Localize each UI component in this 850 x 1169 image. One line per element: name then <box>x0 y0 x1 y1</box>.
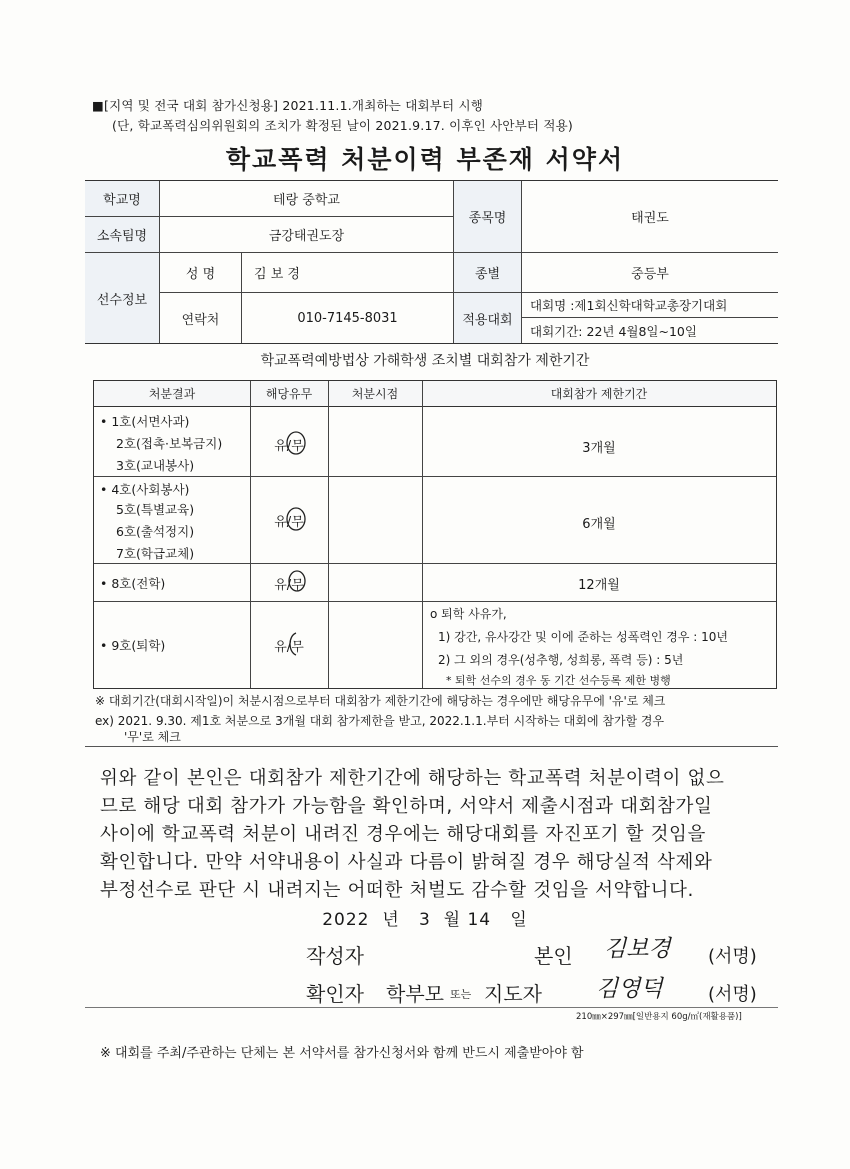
applicable-mark-1: 유/무 <box>250 435 328 454</box>
team-label: 소속팀명 <box>85 217 160 253</box>
note-1: ※ 대회기간(대회시작일)이 처분시점으로부터 대회참가 제한기간에 해당하는 경우에만 해당유무에 '유'로 체크 <box>95 694 666 708</box>
list-item: 6호(출석정지) <box>116 524 195 539</box>
divider <box>85 746 778 747</box>
header-period: 대회참가 제한기간 <box>422 381 776 407</box>
list-item: 5호(특별교육) <box>116 502 195 517</box>
circle-mark-icon <box>250 505 328 535</box>
footer-note: ※ 대회를 주최/주관하는 단체는 본 서약서를 참가신청서와 함께 반드시 제출받아야 함 <box>100 1046 584 1061</box>
school-value: 테랑 중학교 <box>160 181 454 217</box>
expulsion-line-3: 2) 그 외의 경우(성추행, 성희롱, 폭력 등) : 5년 <box>438 653 684 667</box>
writer-label: 작성자 <box>306 944 364 968</box>
header-timing: 처분시점 <box>328 381 422 407</box>
category-value: 중등부 <box>522 253 778 293</box>
pledge-line-5: 부정선수로 판단 시 내려지는 어떠한 처벌도 감수할 것임을 서약합니다. <box>100 880 694 901</box>
list-item: 7호(학급교체) <box>116 546 195 561</box>
confirmer-label: 확인자 <box>306 982 364 1006</box>
circle-mark-icon <box>250 630 328 660</box>
note-2: ex) 2021. 9.30. 제1호 처분으로 3개월 대회 참가제한을 받고, 2022.1.1.부터 시작하는 대회에 참가할 경우 <box>95 714 665 728</box>
list-item: 2호(접촉·보복금지) <box>116 436 223 451</box>
parent-label: 학부모 <box>386 982 444 1006</box>
category-label: 종별 <box>454 253 522 293</box>
or-label: 또는 <box>450 988 472 1001</box>
list-item: • 9호(퇴학) <box>100 638 166 653</box>
divider <box>85 1007 778 1008</box>
expulsion-line-4: * 퇴학 선수의 경우 동 기간 선수등록 제한 병행 <box>446 674 671 687</box>
document-title: 학교폭력 처분이력 부존재 서약서 <box>225 145 625 174</box>
pledge-line-4: 확인합니다. 만약 서약내용이 사실과 다름이 밝혀질 경우 해당실적 삭제와 <box>100 852 713 873</box>
list-item: • 4호(사회봉사) <box>100 482 190 497</box>
school-label: 학교명 <box>85 181 160 217</box>
contact-value: 010-7145-8031 <box>242 293 454 343</box>
circle-mark-icon <box>250 568 328 598</box>
competition-period: 대회기간: 22년 4월8일~10일 <box>530 323 697 339</box>
penalty-table <box>93 380 777 689</box>
self-label: 본인 <box>534 944 573 968</box>
expulsion-line-2: 1) 강간, 유사강간 및 이에 준하는 성폭력인 경우 : 10년 <box>438 630 729 644</box>
name-label: 성 명 <box>160 253 242 293</box>
info-table <box>85 180 778 344</box>
paper-spec: 210㎜×297㎜[일반용지 60g/㎡(재활용품)] <box>576 1012 742 1022</box>
circle-mark-icon <box>250 429 328 459</box>
pledge-line-3: 사이에 학교폭력 처분이 내려진 경우에는 해당대회를 자진포기 할 것임을 <box>100 824 706 845</box>
expulsion-line-1: o 퇴학 사유가, <box>430 607 507 621</box>
athlete-label: 선수정보 <box>85 253 160 343</box>
competition-label: 적용대회 <box>454 293 522 343</box>
notice-line-2: (단, 학교폭력심의위원회의 조치가 확정된 날이 2021.9.17. 이후인 사안부터 적용) <box>112 118 574 133</box>
contact-label: 연락처 <box>160 293 242 343</box>
self-signature: 김보경 <box>604 936 671 962</box>
event-value: 태권도 <box>522 181 778 253</box>
header-applicable: 해당유무 <box>250 381 328 407</box>
list-item: • 8호(전학) <box>100 576 166 591</box>
name-value: 김 보 경 <box>242 253 454 293</box>
list-item: 3호(교내봉사) <box>116 458 195 473</box>
list-item: • 1호(서면사과) <box>100 414 190 429</box>
applicable-mark-4: 유/무 <box>250 636 328 655</box>
coach-label: 지도자 <box>484 982 542 1006</box>
pledge-line-1: 위와 같이 본인은 대회참가 제한기간에 해당하는 학교폭력 처분이력이 없으 <box>100 768 725 789</box>
coach-seal: (서명) <box>708 984 757 1005</box>
period-value-2: 6개월 <box>582 517 616 532</box>
pledge-line-2: 므로 해당 대회 참가가 가능함을 확인하며, 서약서 제출시점과 대회참가일 <box>100 796 713 817</box>
header-result: 처분결과 <box>94 381 250 407</box>
self-seal: (서명) <box>708 946 757 967</box>
team-value: 금강태권도장 <box>160 217 454 253</box>
note-3: '무'로 체크 <box>124 730 181 744</box>
applicable-mark-3: 유/무 <box>250 574 328 593</box>
penalty-subtitle: 학교폭력예방법상 가해학생 조치별 대회참가 제한기간 <box>260 353 590 369</box>
event-label: 종목명 <box>454 181 522 253</box>
period-value-1: 3개월 <box>582 441 616 456</box>
pledge-date: 2022 년 3 월 14 일 <box>322 910 528 930</box>
notice-line-1: ■[지역 및 전국 대회 참가신청용] 2021.11.1.개최하는 대회부터 시행 <box>92 98 484 113</box>
coach-signature: 김영덕 <box>596 976 663 1002</box>
period-value-3: 12개월 <box>578 578 620 593</box>
competition-name: 대회명 :제1회신학대학교총장기대회 <box>522 293 778 318</box>
applicable-mark-2: 유/무 <box>250 511 328 530</box>
